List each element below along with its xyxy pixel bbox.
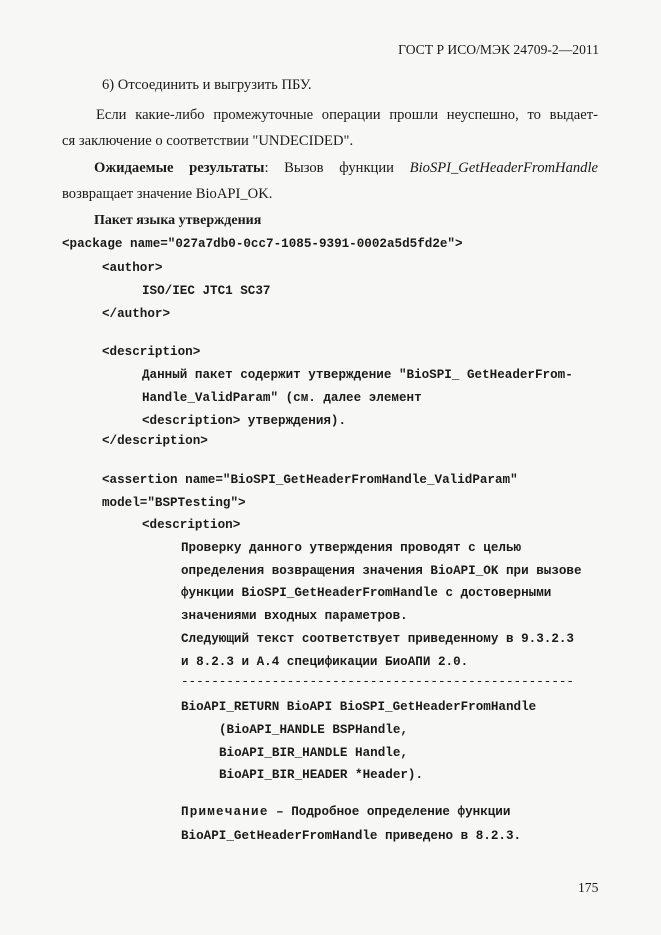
code-text-line3: функции BioSPI_GetHeaderFromHandle с достоверными [181,586,552,600]
code-signature-line2: (BioAPI_HANDLE BSPHandle, [219,723,408,737]
code-signature-line4: BioAPI_BIR_HEADER *Header). [219,768,424,782]
code-note-line1 [181,805,510,819]
fail-paragraph-line1: Если какие-либо промежуточные операции прошли неуспешно, то выдает- [96,107,598,123]
document-header: ГОСТ Р ИСО/МЭК 24709-2—2011 [398,42,599,57]
fail-paragraph-line2: ся заключение о соответствии "UNDECIDED". [62,133,354,149]
page-number: 175 [578,880,599,895]
code-note-line2: BioAPI_GetHeaderFromHandle приведено в 8.2.3. [181,829,522,843]
code-assertion-description-open: <description> [142,518,241,532]
code-text-line2: определения возвращения значения BioAPI_OK при вызове [181,564,582,578]
code-signature-line3: BioAPI_BIR_HANDLE Handle, [219,746,408,760]
expected-results-line2: возвращает значение BioAPI_OK. [62,186,273,202]
code-description-open: <description> [102,345,201,359]
code-description-close: </description> [102,434,208,448]
code-text-line4: значениями входных параметров. [181,609,408,623]
code-assertion-line1: <assertion name="BioSPI_GetHeaderFromHandle_ValidParam" [102,473,518,487]
expected-results-function: BioSPI_GetHeaderFromHandle [409,160,598,176]
expected-results-label: Ожидаемые результаты [94,160,265,176]
code-author-close: </author> [102,307,171,321]
code-signature-line1: BioAPI_RETURN BioAPI BioSPI_GetHeaderFromHandle [181,700,537,714]
code-author-open: <author> [102,261,163,275]
code-description-line3: <description> утверждения). [142,414,347,428]
expected-results-line1 [94,160,598,177]
package-heading: Пакет языка утверждения [94,213,262,228]
code-description-line1: Данный пакет содержит утверждение "BioSPI_ GetHeaderFrom- [142,368,573,382]
code-package-open: <package name="027a7db0-0cc7-1085-9391-0002a5d5fd2e"> [62,237,463,251]
code-text-line1: Проверку данного утверждения проводят с целью [181,541,522,555]
code-author-value: ISO/IEC JTC1 SC37 [142,284,271,298]
code-note-rest: – Подробное определение функции [268,805,511,819]
code-note-label: Примечание [181,805,269,819]
code-description-line2: Handle_ValidParam" (см. далее элемент [142,391,422,405]
step-6-text: 6) Отсоединить и выгрузить ПБУ. [102,77,312,93]
code-assertion-line2: model="BSPTesting"> [102,496,246,510]
expected-results-mid: : Вызов функции [264,160,410,176]
code-text-line5: Следующий текст соответствует приведенному в 9.3.2.3 [181,632,574,646]
code-separator: ---------------------------------------------------- [181,675,574,689]
code-text-line6: и 8.2.3 и А.4 спецификации БиоАПИ 2.0. [181,655,469,669]
